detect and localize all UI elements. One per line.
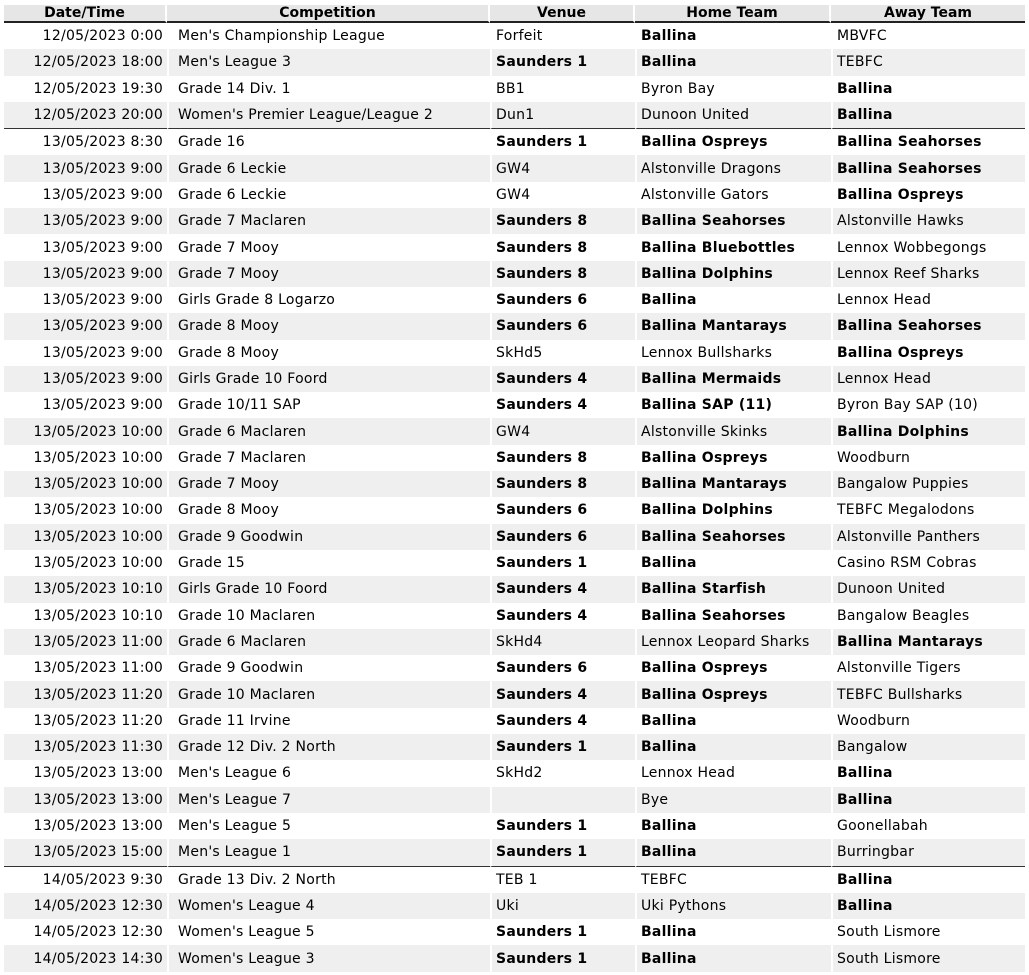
datetime-cell: 14/05/2023 9:30 <box>4 866 167 893</box>
competition-cell: Grade 9 Goodwin <box>167 524 490 550</box>
table-row <box>4 945 1025 971</box>
home-team-cell: Ballina <box>635 23 831 49</box>
datetime-cell: 13/05/2023 11:30 <box>4 734 167 760</box>
header-competition: Competition <box>167 5 490 23</box>
header-home-team: Home Team <box>635 5 831 23</box>
away-team-cell: Casino RSM Cobras <box>831 550 1025 576</box>
datetime-cell: 13/05/2023 9:00 <box>42 397 163 414</box>
venue-cell: Saunders 6 <box>490 497 635 523</box>
away-team-cell: Bangalow Beagles <box>831 603 1025 629</box>
venue-cell: Saunders 6 <box>490 655 635 681</box>
venue-cell: Saunders 4 <box>490 681 635 707</box>
header-venue: Venue <box>490 5 635 23</box>
home-team-cell: Ballina Mermaids <box>635 366 831 392</box>
away-team-cell: Alstonville Hawks <box>831 208 1025 234</box>
datetime-cell: 13/05/2023 10:00 <box>33 449 163 466</box>
home-team-cell: Ballina <box>635 708 831 734</box>
away-team-cell: Ballina Ospreys <box>831 182 1025 208</box>
home-team-cell: Ballina <box>635 734 831 760</box>
venue-cell: Saunders 4 <box>490 708 635 734</box>
home-team-cell: Alstonville Gators <box>635 182 831 208</box>
table-row <box>4 471 1025 497</box>
competition-cell: Grade 6 Maclaren <box>167 629 490 655</box>
home-team-cell: Lennox Leopard Sharks <box>635 629 831 655</box>
datetime-cell: 12/05/2023 0:00 <box>42 28 163 45</box>
table-row <box>4 76 1025 102</box>
datetime-cell: 13/05/2023 9:00 <box>4 366 167 392</box>
home-team-cell: Ballina Bluebottles <box>635 234 831 260</box>
venue-cell: Saunders 1 <box>490 128 635 155</box>
table-row <box>4 366 1025 392</box>
home-team-cell: Ballina Seahorses <box>635 524 831 550</box>
table-row <box>4 182 1025 208</box>
competition-cell: Grade 7 Mooy <box>167 234 490 260</box>
venue-cell: SkHd5 <box>490 340 635 366</box>
table-row <box>4 23 1025 49</box>
datetime-cell: 14/05/2023 12:30 <box>4 893 167 919</box>
away-team-cell: Ballina <box>831 787 1025 813</box>
away-team-cell: Ballina <box>831 102 1025 128</box>
venue-cell: Saunders 1 <box>490 734 635 760</box>
away-team-cell: South Lismore <box>831 919 1025 945</box>
home-team-cell: Ballina <box>635 813 831 839</box>
away-team-cell: Lennox Head <box>831 366 1025 392</box>
datetime-cell: 13/05/2023 11:20 <box>4 681 167 707</box>
datetime-cell: 12/05/2023 19:30 <box>33 80 163 97</box>
venue-cell: Saunders 8 <box>490 234 635 260</box>
table-row <box>4 340 1025 366</box>
datetime-cell: 13/05/2023 9:00 <box>4 155 167 181</box>
venue-cell: Saunders 4 <box>490 576 635 602</box>
away-team-cell: TEBFC Megalodons <box>831 497 1025 523</box>
venue-cell: GW4 <box>490 155 635 181</box>
home-team-cell: Ballina Mantarays <box>635 313 831 339</box>
datetime-cell: 14/05/2023 14:30 <box>4 945 167 971</box>
competition-cell: Women's League 4 <box>167 893 490 919</box>
away-team-cell: Ballina Ospreys <box>831 340 1025 366</box>
venue-cell: SkHd2 <box>490 760 635 786</box>
home-team-cell: Bye <box>635 787 831 813</box>
away-team-cell: TEBFC Bullsharks <box>831 681 1025 707</box>
away-team-cell: Lennox Wobbegongs <box>831 234 1025 260</box>
table-row <box>4 813 1025 839</box>
table-row <box>4 866 1025 893</box>
away-team-cell: Goonellabah <box>831 813 1025 839</box>
venue-cell: Dun1 <box>490 102 635 128</box>
header-datetime: Date/Time <box>4 5 167 23</box>
fixtures-table <box>4 5 1025 972</box>
table-row <box>4 155 1025 181</box>
away-team-cell: Ballina Mantarays <box>831 629 1025 655</box>
datetime-cell: 13/05/2023 10:00 <box>4 524 167 550</box>
competition-cell: Grade 12 Div. 2 North <box>167 734 490 760</box>
away-team-cell: Ballina Seahorses <box>831 155 1025 181</box>
home-team-cell: Ballina <box>635 550 831 576</box>
competition-cell: Grade 13 Div. 2 North <box>167 866 490 893</box>
venue-cell: Saunders 6 <box>490 287 635 313</box>
venue-cell: Saunders 1 <box>490 919 635 945</box>
datetime-cell: 13/05/2023 10:10 <box>33 607 163 624</box>
table-row <box>4 655 1025 681</box>
away-team-cell: Bangalow <box>831 734 1025 760</box>
venue-cell: Saunders 8 <box>490 445 635 471</box>
table-row <box>4 839 1025 865</box>
home-team-cell: Dunoon United <box>635 102 831 128</box>
datetime-cell: 13/05/2023 11:20 <box>33 712 163 729</box>
venue-cell: Saunders 6 <box>490 313 635 339</box>
venue-cell: SkHd4 <box>490 629 635 655</box>
competition-cell: Grade 16 <box>167 128 490 155</box>
competition-cell: Grade 8 Mooy <box>167 313 490 339</box>
table-row <box>4 603 1025 629</box>
away-team-cell: Byron Bay SAP (10) <box>831 392 1025 418</box>
venue-cell: Saunders 8 <box>490 471 635 497</box>
home-team-cell: Alstonville Skinks <box>635 418 831 444</box>
datetime-cell: 14/05/2023 12:30 <box>33 924 163 941</box>
competition-cell: Grade 7 Maclaren <box>167 445 490 471</box>
venue-cell: Saunders 1 <box>490 839 635 865</box>
away-team-cell: Woodburn <box>831 708 1025 734</box>
competition-cell: Girls Grade 8 Logarzo <box>167 287 490 313</box>
datetime-cell: 13/05/2023 13:00 <box>4 787 167 813</box>
datetime-cell: 13/05/2023 10:00 <box>4 418 167 444</box>
away-team-cell: Woodburn <box>831 445 1025 471</box>
datetime-cell: 13/05/2023 15:00 <box>4 839 167 865</box>
home-team-cell: Ballina Ospreys <box>635 655 831 681</box>
competition-cell: Grade 7 Mooy <box>167 471 490 497</box>
away-team-cell: Ballina <box>831 760 1025 786</box>
home-team-cell: Lennox Bullsharks <box>635 340 831 366</box>
datetime-cell: 12/05/2023 20:00 <box>4 102 167 128</box>
datetime-cell: 13/05/2023 9:00 <box>4 313 167 339</box>
table-row <box>4 629 1025 655</box>
datetime-cell: 13/05/2023 8:30 <box>4 128 167 155</box>
venue-cell <box>490 787 635 813</box>
table-row <box>4 208 1025 234</box>
competition-cell: Grade 14 Div. 1 <box>167 76 490 102</box>
table-header <box>4 5 1025 23</box>
header-row <box>4 5 1025 23</box>
datetime-cell: 13/05/2023 13:00 <box>33 765 163 782</box>
table-row <box>4 313 1025 339</box>
competition-cell: Grade 6 Maclaren <box>167 418 490 444</box>
away-team-cell: TEBFC <box>831 49 1025 75</box>
home-team-cell: Ballina Ospreys <box>635 445 831 471</box>
header-away-team: Away Team <box>831 5 1025 23</box>
table-row <box>4 234 1025 260</box>
home-team-cell: TEBFC <box>635 866 831 893</box>
away-team-cell: Lennox Head <box>831 287 1025 313</box>
home-team-cell: Ballina Starfish <box>635 576 831 602</box>
away-team-cell: Dunoon United <box>831 576 1025 602</box>
datetime-cell: 13/05/2023 10:00 <box>33 555 163 572</box>
datetime-cell: 13/05/2023 9:00 <box>42 344 163 361</box>
home-team-cell: Alstonville Dragons <box>635 155 831 181</box>
away-team-cell: MBVFC <box>831 23 1025 49</box>
table-row <box>4 261 1025 287</box>
table-row <box>4 708 1025 734</box>
competition-cell: Grade 7 Maclaren <box>167 208 490 234</box>
away-team-cell: Ballina Dolphins <box>831 418 1025 444</box>
away-team-cell: Bangalow Puppies <box>831 471 1025 497</box>
away-team-cell: Ballina Seahorses <box>831 128 1025 155</box>
competition-cell: Grade 6 Leckie <box>167 155 490 181</box>
competition-cell: Grade 15 <box>167 550 490 576</box>
datetime-cell: 13/05/2023 11:00 <box>33 660 163 677</box>
away-team-cell: South Lismore <box>831 945 1025 971</box>
competition-cell: Men's League 6 <box>167 760 490 786</box>
competition-cell: Men's Championship League <box>167 23 490 49</box>
home-team-cell: Ballina Seahorses <box>635 603 831 629</box>
away-team-cell: Ballina <box>831 76 1025 102</box>
home-team-cell: Ballina <box>635 839 831 865</box>
competition-cell: Grade 7 Mooy <box>167 261 490 287</box>
datetime-cell: 13/05/2023 9:00 <box>42 239 163 256</box>
venue-cell: Saunders 4 <box>490 366 635 392</box>
home-team-cell: Ballina Seahorses <box>635 208 831 234</box>
home-team-cell: Ballina Dolphins <box>635 497 831 523</box>
table-row <box>4 445 1025 471</box>
datetime-cell: 13/05/2023 11:00 <box>4 629 167 655</box>
table-row <box>4 760 1025 786</box>
venue-cell: Saunders 8 <box>490 208 635 234</box>
home-team-cell: Ballina Dolphins <box>635 261 831 287</box>
competition-cell: Grade 8 Mooy <box>167 340 490 366</box>
table-row <box>4 418 1025 444</box>
table-row <box>4 893 1025 919</box>
venue-cell: Saunders 8 <box>490 261 635 287</box>
competition-cell: Grade 6 Leckie <box>167 182 490 208</box>
competition-cell: Grade 10 Maclaren <box>167 681 490 707</box>
competition-cell: Women's League 5 <box>167 919 490 945</box>
venue-cell: GW4 <box>490 182 635 208</box>
venue-cell: Saunders 1 <box>490 945 635 971</box>
datetime-cell: 13/05/2023 9:00 <box>42 186 163 203</box>
table-row <box>4 919 1025 945</box>
home-team-cell: Byron Bay <box>635 76 831 102</box>
venue-cell: Saunders 1 <box>490 550 635 576</box>
table-row <box>4 787 1025 813</box>
competition-cell: Men's League 3 <box>167 49 490 75</box>
home-team-cell: Ballina <box>635 287 831 313</box>
venue-cell: Uki <box>490 893 635 919</box>
venue-cell: Saunders 1 <box>490 813 635 839</box>
datetime-cell: 13/05/2023 9:00 <box>4 208 167 234</box>
table-row <box>4 287 1025 313</box>
competition-cell: Women's Premier League/League 2 <box>167 102 490 128</box>
table-row <box>4 49 1025 75</box>
datetime-cell: 12/05/2023 18:00 <box>4 49 167 75</box>
away-team-cell: Lennox Reef Sharks <box>831 261 1025 287</box>
datetime-cell: 13/05/2023 13:00 <box>33 818 163 835</box>
venue-cell: Saunders 6 <box>490 524 635 550</box>
competition-cell: Men's League 1 <box>167 839 490 865</box>
home-team-cell: Ballina <box>635 945 831 971</box>
away-team-cell: Burringbar <box>831 839 1025 865</box>
competition-cell: Grade 8 Mooy <box>167 497 490 523</box>
home-team-cell: Ballina <box>635 49 831 75</box>
venue-cell: GW4 <box>490 418 635 444</box>
venue-cell: Saunders 1 <box>490 49 635 75</box>
home-team-cell: Lennox Head <box>635 760 831 786</box>
away-team-cell: Ballina <box>831 893 1025 919</box>
venue-cell: Saunders 4 <box>490 392 635 418</box>
table-row <box>4 524 1025 550</box>
competition-cell: Men's League 5 <box>167 813 490 839</box>
home-team-cell: Ballina Mantarays <box>635 471 831 497</box>
away-team-cell: Alstonville Tigers <box>831 655 1025 681</box>
table-row <box>4 734 1025 760</box>
competition-cell: Girls Grade 10 Foord <box>167 576 490 602</box>
away-team-cell: Ballina Seahorses <box>831 313 1025 339</box>
table-row <box>4 392 1025 418</box>
home-team-cell: Ballina <box>635 919 831 945</box>
venue-cell: Saunders 4 <box>490 603 635 629</box>
competition-cell: Grade 10/11 SAP <box>167 392 490 418</box>
datetime-cell: 13/05/2023 9:00 <box>4 261 167 287</box>
venue-cell: Forfeit <box>490 23 635 49</box>
table-row <box>4 128 1025 155</box>
table-row <box>4 576 1025 602</box>
table-row <box>4 497 1025 523</box>
table-row <box>4 550 1025 576</box>
datetime-cell: 13/05/2023 9:00 <box>42 292 163 309</box>
home-team-cell: Uki Pythons <box>635 893 831 919</box>
table-body <box>4 23 1025 972</box>
datetime-cell: 13/05/2023 10:00 <box>33 502 163 519</box>
competition-cell: Women's League 3 <box>167 945 490 971</box>
competition-cell: Grade 10 Maclaren <box>167 603 490 629</box>
table-row <box>4 102 1025 128</box>
competition-cell: Girls Grade 10 Foord <box>167 366 490 392</box>
venue-cell: BB1 <box>490 76 635 102</box>
datetime-cell: 13/05/2023 10:00 <box>4 471 167 497</box>
home-team-cell: Ballina Ospreys <box>635 128 831 155</box>
home-team-cell: Ballina Ospreys <box>635 681 831 707</box>
away-team-cell: Alstonville Panthers <box>831 524 1025 550</box>
table-row <box>4 681 1025 707</box>
competition-cell: Men's League 7 <box>167 787 490 813</box>
away-team-cell: Ballina <box>831 866 1025 893</box>
datetime-cell: 13/05/2023 10:10 <box>4 576 167 602</box>
competition-cell: Grade 11 Irvine <box>167 708 490 734</box>
venue-cell: TEB 1 <box>490 866 635 893</box>
competition-cell: Grade 9 Goodwin <box>167 655 490 681</box>
home-team-cell: Ballina SAP (11) <box>635 392 831 418</box>
